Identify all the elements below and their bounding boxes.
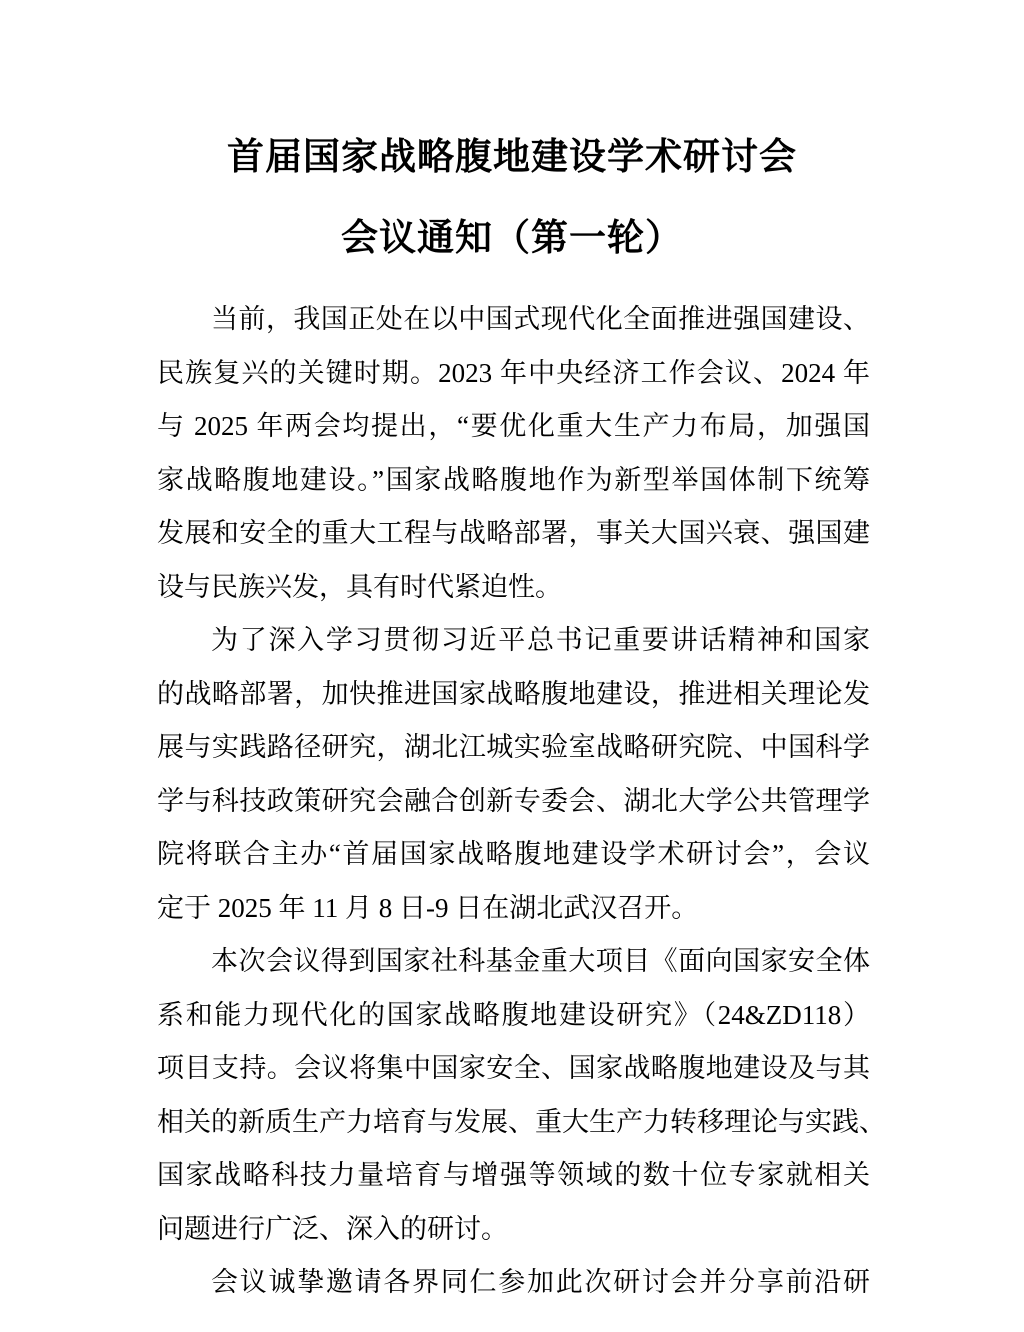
- body-line: 设与民族兴发，具有时代紧迫性。: [157, 571, 562, 602]
- body-line: 系和能力现代化的国家战略腹地建设研究》（24&ZD118）: [157, 999, 870, 1030]
- body-line: 学与科技政策研究会融合创新专委会、湖北大学公共管理学: [157, 785, 870, 816]
- body-line: 问题进行广泛、深入的研讨。: [157, 1213, 508, 1244]
- paragraph-4: [157, 1256, 870, 1310]
- body-line: 当前，我国正处在以中国式现代化全面推进强国建设、: [211, 304, 870, 334]
- body-line: 与 2025 年两会均提出，“要优化重大生产力布局，加强国: [157, 411, 870, 441]
- body-line: 相关的新质生产力培育与发展、重大生产力转移理论与实践、: [157, 1106, 886, 1137]
- body-line: 的战略部署，加快推进国家战略腹地建设，推进相关理论发: [157, 678, 870, 709]
- body-line: 院将联合主办“首届国家战略腹地建设学术研讨会”，会议: [157, 839, 870, 869]
- body-line: 会议诚挚邀请各界同仁参加此次研讨会并分享前沿研: [211, 1267, 870, 1297]
- document-body: [157, 293, 886, 1310]
- paragraph-1: [157, 293, 870, 614]
- body-line: 国家战略科技力量培育与增强等领域的数十位专家就相关: [157, 1160, 870, 1190]
- body-line: 展与实践路径研究，湖北江城实验室战略研究院、中国科学: [157, 732, 870, 762]
- body-line: 定于 2025 年 11 月 8 日-9 日在湖北武汉召开。: [157, 892, 699, 923]
- paragraph-2: [157, 614, 870, 935]
- body-line: 发展和安全的重大工程与战略部署，事关大国兴衰、强国建: [157, 518, 870, 548]
- document-title-line-1: 首届国家战略腹地建设学术研讨会: [227, 137, 797, 178]
- body-line: 家战略腹地建设。”国家战略腹地作为新型举国体制下统筹: [157, 464, 870, 495]
- document-title-line-2: 会议通知（第一轮）: [341, 218, 683, 259]
- body-line: 项目支持。会议将集中国家安全、国家战略腹地建设及与其: [157, 1053, 870, 1083]
- body-line: 本次会议得到国家社科基金重大项目《面向国家安全体: [211, 946, 870, 976]
- paragraph-3: [157, 935, 886, 1256]
- body-line: 民族复兴的关键时期。2023 年中央经济工作会议、2024 年: [157, 357, 870, 388]
- body-line: 为了深入学习贯彻习近平总书记重要讲话精神和国家: [211, 625, 870, 655]
